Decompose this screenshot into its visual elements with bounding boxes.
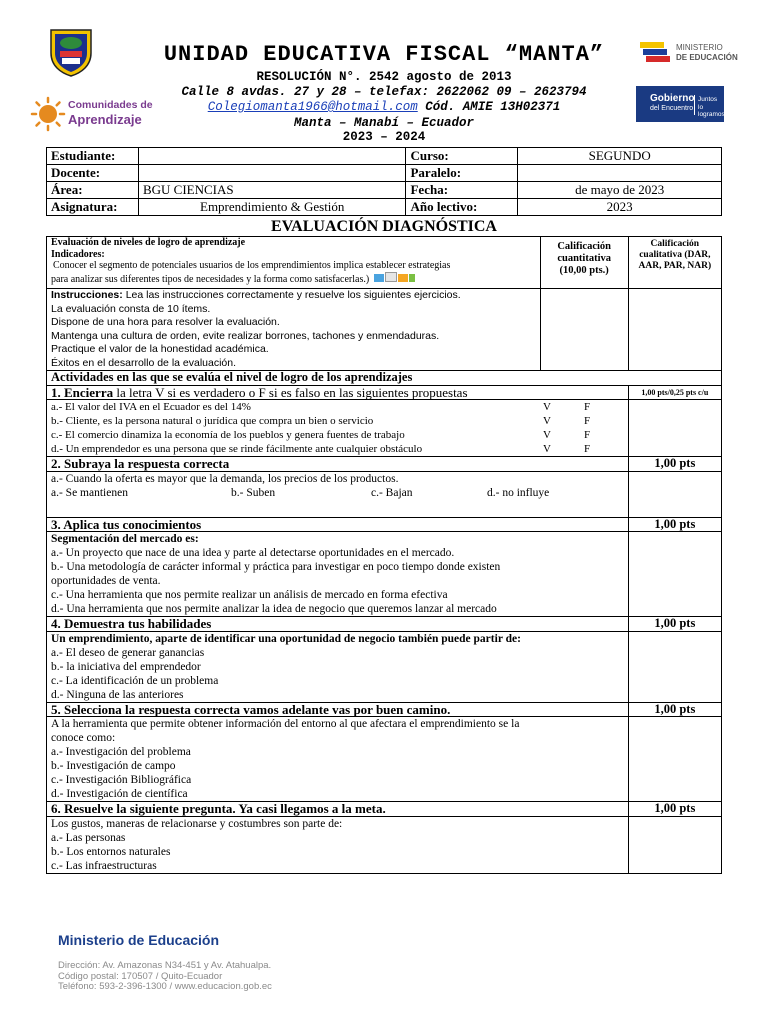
q3-title: 3. Aplica tus conocimientos	[47, 517, 629, 532]
badge-icon-green	[409, 274, 415, 282]
q4-question: Un emprendimiento, aparte de identificar una oportunidad de negocio también puede partir de:	[51, 632, 521, 645]
q2-grade-cell[interactable]	[628, 471, 721, 517]
q3-option[interactable]: a.- Un proyecto que nace de una idea y parte al detectarse oportunidades en el mercado.	[51, 547, 455, 559]
q4-points: 1,00 pts	[628, 617, 721, 632]
logo-text-2: Aprendizaje	[68, 112, 142, 127]
indicators-line-4: para analizar sus diferentes tipos de necesidades y la forma como satisfacerlas.)	[51, 272, 536, 286]
q4-body	[47, 631, 629, 702]
instruction-line: Practique el valor de la honestidad académica.	[51, 343, 269, 355]
quant-header: Calificación cuantitativa (10,00 pts.)	[540, 237, 628, 289]
q1-title: 1. Encierra la letra V si es verdadero o F si es falso en las siguientes propuestas	[47, 385, 629, 400]
instruction-line: La evaluación consta de 10 ítems.	[51, 302, 211, 315]
footer-ministry: Ministerio de Educación	[58, 932, 220, 948]
q5-grade-cell[interactable]	[628, 717, 721, 802]
q5-option[interactable]: c.- Investigación Bibliográfica	[51, 774, 192, 786]
evaluation-table	[46, 236, 722, 874]
instruction-line: Éxitos en el desarrollo de la evaluación.	[51, 356, 237, 369]
quant-grade-cell[interactable]	[540, 289, 628, 371]
q4-option[interactable]: a.- El deseo de generar ganancias	[51, 646, 205, 659]
course-label: Curso:	[406, 148, 518, 165]
resolution: RESOLUCIÓN N°. 2542 agosto de 2013	[256, 70, 512, 84]
teacher-label: Docente:	[47, 165, 139, 182]
course-field[interactable]: SEGUNDO	[518, 148, 722, 165]
gob-text-1: Gobierno	[650, 93, 695, 104]
q6-title: 6. Resuelve la siguiente pregunta. Ya casi llegamos a la meta.	[47, 802, 629, 817]
mined-text-2: DE EDUCACIÓN	[676, 53, 738, 62]
footer-address-line: Teléfono: 593-2-396-1300 / www.educacion.gob.ec	[58, 981, 272, 992]
q6-points: 1,00 pts	[628, 802, 721, 817]
evaluation-title: EVALUACIÓN DIAGNÓSTICA	[271, 218, 497, 235]
q3-option[interactable]: d.- Una herramienta que nos permite analizar la idea de negocio que queremos lanzar al mercado	[51, 603, 497, 615]
area-field[interactable]: BGU CIENCIAS	[138, 182, 406, 199]
instructions-cell	[47, 289, 541, 371]
date-label: Fecha:	[406, 182, 518, 199]
q5-points: 1,00 pts	[628, 702, 721, 717]
q2-question: a.- Cuando la oferta es mayor que la demanda, los precios de los productos.	[51, 472, 399, 485]
q3-grade-cell[interactable]	[628, 532, 721, 617]
q5-question: conoce como:	[51, 732, 116, 744]
q2-body	[47, 471, 629, 517]
q2-option[interactable]: b.- Suben	[231, 486, 276, 499]
q2-option[interactable]: c.- Bajan	[371, 486, 413, 499]
q6-grade-cell[interactable]	[628, 816, 721, 873]
q2-options	[51, 486, 624, 500]
parallel-label: Paralelo:	[406, 165, 518, 182]
true-option[interactable]: V	[543, 401, 551, 413]
q4-grade-cell[interactable]	[628, 631, 721, 702]
badge-icon-orange	[398, 274, 408, 282]
indicators-line-3: Conocer el segmento de potenciales usuarios de los emprendimientos implica establecer estrategias	[53, 260, 451, 271]
logo-text-1: Comunidades de	[68, 99, 153, 111]
q3-option[interactable]: c.- Una herramienta que nos permite realizar un análisis de mercado en forma efectiva	[51, 589, 448, 601]
gob-text-2: del Encuentro	[650, 105, 694, 112]
q5-question: A la herramienta que permite obtener información del entorno al que afectara el emprendimiento se la	[51, 718, 520, 730]
email-link[interactable]: Colegiomanta1966@hotmail.com	[207, 100, 418, 114]
indicators-line-2: Indicadores:	[51, 248, 105, 260]
gob-text-4: lo logramos	[698, 104, 725, 118]
q4-option[interactable]: d.- Ninguna de las anteriores	[51, 688, 184, 701]
false-option[interactable]: F	[583, 429, 591, 441]
q2-option[interactable]: d.- no influye	[487, 486, 550, 499]
instruction-line: Dispone de una hora para resolver la evaluación.	[51, 316, 280, 328]
year-field[interactable]: 2023	[518, 199, 722, 216]
q4-title: 4. Demuestra tus habilidades	[47, 617, 629, 632]
area-label: Área:	[47, 182, 139, 199]
false-option[interactable]: F	[583, 401, 591, 413]
q1-item: c.- El comercio dinamiza la economía de los pueblos y genera fuentes de trabajo V F	[51, 428, 624, 442]
q5-option[interactable]: a.- Investigación del problema	[51, 746, 191, 758]
qual-header: Calificación cualitativa (DAR, AAR, PAR, NAR)	[628, 237, 721, 289]
badge-icon-blue	[374, 274, 384, 282]
true-option[interactable]: V	[543, 443, 551, 455]
q3-points: 1,00 pts	[628, 517, 721, 532]
q1-items	[47, 400, 629, 457]
q5-option[interactable]: d.- Investigación de científica	[51, 788, 188, 800]
q1-item: a.- El valor del IVA en el Ecuador es del 14% V F	[51, 400, 624, 414]
q4-option[interactable]: c.- La identificación de un problema	[51, 674, 219, 687]
subject-field[interactable]: Emprendimiento & Gestión	[138, 199, 406, 216]
contact-line	[0, 100, 768, 114]
year-label: Año lectivo:	[406, 199, 518, 216]
qual-grade-cell[interactable]	[628, 289, 721, 371]
q5-option[interactable]: b.- Investigación de campo	[51, 760, 176, 772]
student-label: Estudiante:	[47, 148, 139, 165]
q2-option[interactable]: a.- Se mantienen	[51, 486, 128, 499]
q1-points: 1,00 pts/0,25 pts c/u	[628, 385, 721, 400]
student-field[interactable]	[138, 148, 406, 165]
q2-points: 1,00 pts	[628, 457, 721, 472]
q6-option[interactable]: b.- Los entornos naturales	[51, 845, 171, 858]
false-option[interactable]: F	[583, 443, 591, 455]
q5-title: 5. Selecciona la respuesta correcta vamos adelante vas por buen camino.	[47, 702, 629, 717]
q3-option[interactable]: oportunidades de venta.	[51, 575, 161, 587]
q1-item: d.- Un emprendedor es una persona que se rinde fácilmente ante cualquier obstáculo V F	[51, 442, 624, 456]
instruction-line: Instrucciones: Lea las instrucciones correctamente y resuelve los siguientes ejercicios.	[51, 289, 461, 301]
gob-text-3: Juntos	[698, 96, 718, 103]
parallel-field[interactable]	[518, 165, 722, 182]
true-option[interactable]: V	[543, 429, 551, 441]
student-info-table	[46, 147, 722, 216]
amie-code: Cód. AMIE 13H02371	[425, 100, 561, 114]
q6-option[interactable]: a.- Las personas	[51, 831, 126, 844]
mined-text-1: MINISTERIO	[676, 43, 723, 52]
indicators-cell	[47, 237, 541, 289]
teacher-field[interactable]	[138, 165, 406, 182]
q3-body	[47, 532, 629, 617]
instruction-line: Mantenga una cultura de orden, evite realizar borrones, tachones y enmendaduras.	[51, 329, 440, 342]
q6-option[interactable]: c.- Las infraestructuras	[51, 859, 157, 872]
activities-header: Actividades en las que se evalúa el nivel de logro de los aprendizajes	[47, 371, 722, 386]
location-line: Manta – Manabí – Ecuador	[293, 116, 475, 130]
q3-option[interactable]: b.- Una metodología de carácter informal y práctica para investigar en poco tiempo donde existen	[51, 561, 501, 573]
date-field[interactable]: de mayo de 2023	[518, 182, 722, 199]
q1-grade-cell[interactable]	[628, 400, 721, 457]
address-line: Calle 8 avdas. 27 y 28 – telefax: 2622062 09 – 2623794	[181, 85, 587, 99]
q3-question: Segmentación del mercado es:	[51, 533, 199, 545]
q6-body	[47, 816, 629, 873]
q5-body	[47, 717, 629, 802]
footer-address-line: Dirección: Av. Amazonas N34-451 y Av. Atahualpa.	[58, 960, 272, 971]
q1-item: b.- Cliente, es la persona natural o jurídica que compra un bien o servicio V F	[51, 414, 624, 428]
q4-option[interactable]: b.- la iniciativa del emprendedor	[51, 660, 201, 673]
q6-question: Los gustos, maneras de relacionarse y costumbres son parte de:	[51, 817, 343, 830]
q2-title: 2. Subraya la respuesta correcta	[47, 457, 629, 472]
true-option[interactable]: V	[543, 415, 551, 427]
school-year: 2023 – 2024	[342, 130, 426, 144]
school-name: UNIDAD EDUCATIVA FISCAL “MANTA”	[163, 42, 605, 67]
footer-address-line: Código postal: 170507 / Quito-Ecuador	[58, 970, 223, 982]
subject-label: Asignatura:	[47, 199, 139, 216]
footer-address	[58, 961, 272, 993]
indicators-line-1: Evaluación de niveles de logro de aprendizaje	[51, 237, 246, 248]
badge-icon-grey	[385, 272, 397, 282]
false-option[interactable]: F	[583, 415, 591, 427]
